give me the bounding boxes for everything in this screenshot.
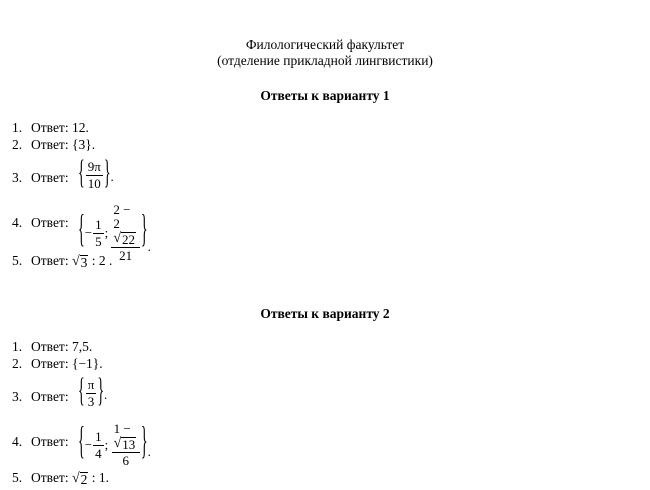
answer-end: . [91, 137, 96, 152]
answer-number: 1. [12, 339, 23, 354]
faculty-title: Филологический факультет [245, 37, 405, 52]
answer-label: Ответ: [31, 339, 69, 354]
sqrt-expression: √ 3 [71, 254, 88, 270]
answer-math: { $\frac{\pi}{3}$ } . [78, 374, 108, 411]
sqrt-expression: √ 2 [71, 471, 88, 487]
fraction-b: 2 − 2 √ 22 21 [111, 203, 140, 263]
answer-number: 1. [12, 120, 23, 135]
answer-number: 3. [12, 170, 23, 185]
answer-label: Ответ: [31, 389, 69, 404]
answer-label: Ответ: [31, 120, 69, 135]
answer-label: Ответ: [31, 215, 69, 230]
answer-number: 4. [12, 434, 23, 449]
answer-label: Ответ: [31, 253, 69, 268]
answer-label: Ответ: [31, 356, 69, 371]
answer-set: {3} [71, 137, 92, 152]
answer-math: { − $\frac{1}{4}$ ; 1 − √ 13 6 } . [78, 421, 151, 468]
answer-value: 7,5. [71, 339, 93, 354]
answer-number: 5. [12, 253, 23, 268]
answer-set: {−1} [71, 356, 100, 371]
variant1-title: Ответы к варианту 1 [260, 88, 390, 103]
answer-value: 12. [71, 120, 89, 135]
answer-end: . [99, 356, 103, 371]
answer-label: Ответ: [31, 434, 69, 449]
department-subtitle: (отделение прикладной лингвистики) [217, 53, 433, 68]
answer-math: { − $\frac{1}{5}$ ; 2 − 2 √ 22 21 } . [78, 202, 151, 263]
answer-number: 2. [12, 356, 23, 371]
answer-number: 4. [12, 215, 23, 230]
answer-number: 5. [12, 470, 23, 485]
answer-math: { $\frac{9\pi}{10}$ } . [78, 156, 114, 193]
fraction: $\frac{9\pi}{10}$ [87, 159, 101, 191]
variant2-title: Ответы к варианту 2 [260, 306, 390, 321]
answer-label: Ответ: [31, 470, 69, 485]
fraction-b: 1 − √ 13 6 [112, 422, 140, 468]
fraction: $\frac{\pi}{3}$ [87, 377, 95, 409]
fraction-a: $\frac{1}{4}$ [95, 428, 102, 461]
answer-number: 2. [12, 137, 23, 152]
answer-label: Ответ: [31, 170, 69, 185]
answer-label: Ответ: [31, 137, 69, 152]
answer-number: 3. [12, 389, 23, 404]
fraction-a: $\frac{1}{5}$ [95, 216, 102, 249]
